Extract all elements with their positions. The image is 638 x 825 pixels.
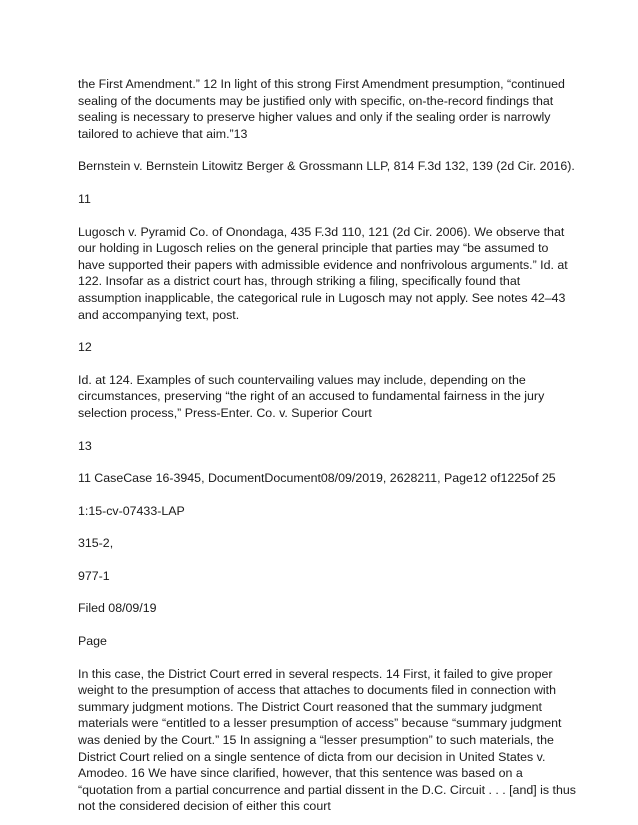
case-header-line: 11 CaseCase 16-3945, DocumentDocument08/09/2019, 2628211, Page12 of1225of 25 (78, 471, 556, 486)
body-paragraph: the First Amendment.” 12 In light of this strong First Amendment presumption, “continued sealing of the documents may be justified only with specific, on-the-record findings that sealing is necessary to preserve higher values and only if the sealing order is narrowly tailored to achieve that aim.”13 (78, 77, 565, 141)
footnote-text: Lugosch v. Pyramid Co. of Onondaga, 435 F.3d 110, 121 (2d Cir. 2006). We observe that our holding in Lugosch relies on the general principle that parties may “be assumed to have supported their papers with admissible evidence and nonfrivolous arguments.” Id. at 122. Insofar as a district court has, through striking a filing, specifically found that assumption inapplicable, the categorical rule in Lugosch may not apply. See notes 42–43 and accompanying text, post. (78, 224, 568, 322)
footnote-number: 11 (78, 191, 91, 206)
case-number: 1:15-cv-07433-LAP (78, 503, 185, 518)
document-number: 977-1 (78, 568, 110, 583)
citation-paragraph: Bernstein v. Bernstein Litowitz Berger & Grossmann LLP, 814 F.3d 132, 139 (2d Cir. 2016). (78, 159, 575, 174)
footnote-text: Id. at 124. Examples of such countervailing values may include, depending on the circumstances, preserving “the right of an accused to fundamental fairness in the jury selection process,” Press-Enter. Co. v. Superior Court (78, 372, 545, 420)
page-label: Page (78, 634, 107, 649)
document-number: 315-2, (78, 536, 114, 551)
footnote-number: 13 (78, 438, 92, 453)
footnote-number: 12 (78, 340, 92, 355)
filed-date: Filed 08/09/19 (78, 601, 157, 616)
body-paragraph: In this case, the District Court erred in several respects. 14 First, it failed to give proper weight to the presumption of access that attaches to documents filed in connection with summary judgment motions. The District Court reasoned that the summary judgment materials were “entitled to a lesser presumption of access” because “summary judgment was denied by the Court.” 15 In assigning a “lesser presumption” to such materials, the District Court relied on a single sentence of dicta from our decision in United States v. Amodeo. 16 We have since clarified, however, that this sentence was based on a “quotation from a partial concurrence and partial dissent in the D.C. Circuit . . . [and] is thus not the considered decision of either this court (78, 666, 576, 814)
